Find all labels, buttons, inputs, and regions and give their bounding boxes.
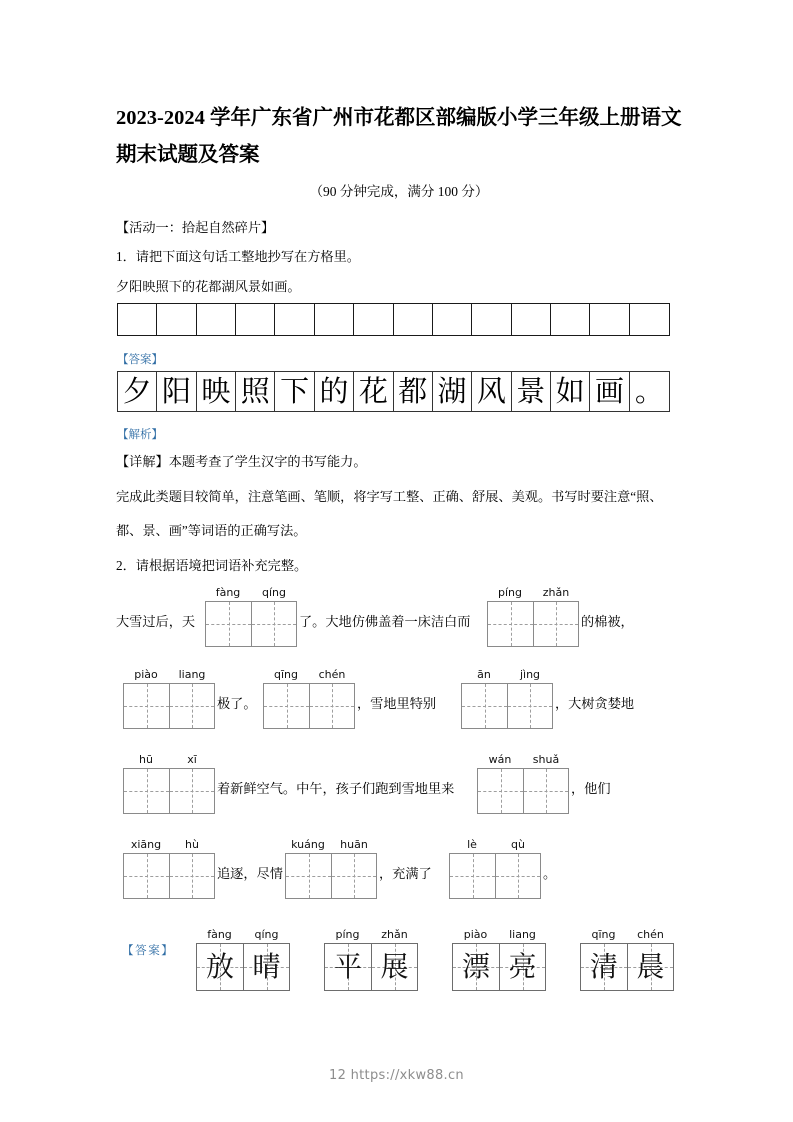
q2-row1-tail: 的棉被， <box>581 614 634 629</box>
answer-grid-cell: 。 <box>634 374 664 408</box>
tzg-cell[interactable] <box>263 683 309 729</box>
answer-char: 晴 <box>252 950 281 983</box>
answer-grid-cell: 阳 <box>157 372 196 411</box>
copy-grid-cell[interactable] <box>512 304 551 335</box>
pinyin-qing: qíng <box>262 586 286 599</box>
q2-row4-mid2: ，充满了 <box>379 866 432 881</box>
copy-grid-cell[interactable] <box>315 304 354 335</box>
copy-grid[interactable] <box>117 303 670 336</box>
question-2-prompt: 2．请根据语境把词语补充完整。 <box>116 558 308 573</box>
answer-grid-cell: 如 <box>551 372 590 411</box>
q2-row3-tail: ，他们 <box>571 781 611 796</box>
tzg-cell[interactable] <box>495 853 541 899</box>
q2-row2-mid2: ，雪地里特别 <box>357 696 437 711</box>
pinyin-jing: jìng <box>519 668 541 681</box>
pinyin-ping: píng <box>498 586 522 599</box>
pinyin-xi: xī <box>187 753 197 766</box>
tzg-cell[interactable] <box>285 853 331 899</box>
answer-grid-cell: 画 <box>590 372 629 411</box>
answer-char: 展 <box>380 950 409 983</box>
answer-char: 漂 <box>461 950 490 983</box>
q2-row2-tail: ，大树贪婪地 <box>555 696 635 711</box>
pinyin-an: ān <box>477 668 491 681</box>
pinyin-fang: fàng <box>215 586 241 599</box>
tzg-cell[interactable] <box>123 683 169 729</box>
tzg-cell[interactable] <box>205 601 251 647</box>
blank-box-kuanghuan[interactable] <box>285 853 377 899</box>
answer-char-cell <box>452 943 499 991</box>
pinyin-zhan: zhǎn <box>542 586 570 599</box>
answer-grid-cell: 风 <box>472 372 511 411</box>
question-1-sentence: 夕阳映照下的花都湖风景如画。 <box>116 279 301 294</box>
tzg-cell[interactable] <box>123 853 169 899</box>
answer-char: 放 <box>205 950 234 983</box>
answer-char-cell <box>627 943 674 991</box>
answer-grid-cell: 映 <box>197 372 236 411</box>
answer-char-cell <box>196 943 243 991</box>
copy-grid-cell[interactable] <box>118 304 157 335</box>
pinyin-huan: huān <box>340 838 368 851</box>
tzg-cell[interactable] <box>169 853 215 899</box>
answer-pinyin: liang <box>509 928 536 941</box>
answer-char: 晨 <box>636 950 665 983</box>
answer-char-cell <box>243 943 290 991</box>
answer-grid-cell: 的 <box>315 372 354 411</box>
q2-row1-lead: 大雪过后，天 <box>116 614 196 629</box>
blank-box-wanshua[interactable] <box>477 768 569 814</box>
copy-grid-cell[interactable] <box>354 304 393 335</box>
tzg-cell[interactable] <box>169 768 215 814</box>
tzg-cell[interactable] <box>507 683 553 729</box>
copy-grid-cell[interactable] <box>551 304 590 335</box>
detail-line-3: 都、景、画”等词语的正确写法。 <box>116 523 307 538</box>
answer-label-q1: 【答案】 <box>117 354 163 366</box>
pinyin-kuang: kuáng <box>291 838 325 851</box>
copy-grid-cell[interactable] <box>236 304 275 335</box>
answer-pinyin: fàng <box>207 928 232 941</box>
answer-char-cell <box>580 943 627 991</box>
copy-grid-cell[interactable] <box>197 304 236 335</box>
answer-pinyin: piào <box>463 928 488 941</box>
answer-grid-cell: 湖 <box>433 372 472 411</box>
answer-grid-cell: 照 <box>236 372 275 411</box>
answer-pinyin: qíng <box>254 928 279 941</box>
q2-row1-mid: 了。大地仿佛盖着一床洁白而 <box>299 614 471 629</box>
copy-grid-cell[interactable] <box>433 304 472 335</box>
answer-char: 亮 <box>508 950 537 983</box>
blank-box-lequ[interactable] <box>449 853 541 899</box>
answer-box-清晨 <box>580 943 674 991</box>
answer-char: 清 <box>589 950 618 983</box>
answer-char: 平 <box>333 950 362 983</box>
blank-box-xianghu[interactable] <box>123 853 215 899</box>
copy-grid-cell[interactable] <box>394 304 433 335</box>
tzg-cell[interactable] <box>523 768 569 814</box>
q2-row2-mid1: 极了。 <box>217 696 257 711</box>
pinyin-qing2: qīng <box>274 668 298 681</box>
answer-char-cell <box>324 943 371 991</box>
pinyin-le: lè <box>467 838 477 851</box>
detail-line-2: 完成此类题目较简单，注意笔画、笔顺，将字写工整、正确、舒展、美观。书写时要注意“照、 <box>116 489 663 504</box>
tzg-cell[interactable] <box>123 768 169 814</box>
tzg-cell[interactable] <box>461 683 507 729</box>
copy-grid-cell[interactable] <box>630 304 669 335</box>
answer-pinyin: píng <box>335 928 360 941</box>
tzg-cell[interactable] <box>309 683 355 729</box>
answer-grid-cell: 下 <box>275 372 314 411</box>
answer-char-cell <box>371 943 418 991</box>
tzg-cell[interactable] <box>251 601 297 647</box>
tzg-cell[interactable] <box>487 601 533 647</box>
answer-grid-q1 <box>117 371 670 412</box>
answer-label-q2: 【答案】 <box>122 945 175 957</box>
blank-box-fangqing[interactable] <box>205 601 297 647</box>
answer-char-cell <box>499 943 546 991</box>
pinyin-liang: liang <box>178 668 206 681</box>
pinyin-qu: qù <box>511 838 525 851</box>
answer-box-漂亮 <box>452 943 546 991</box>
analysis-label-q1: 【解析】 <box>117 429 163 441</box>
tzg-cell[interactable] <box>169 683 215 729</box>
activity-heading: 【活动一：拾起自然碎片】 <box>116 220 275 235</box>
answer-pinyin: chén <box>637 928 664 941</box>
q2-row4-mid1: 追逐，尽情 <box>217 866 283 881</box>
pinyin-wan: wán <box>488 753 512 766</box>
copy-grid-cell[interactable] <box>472 304 511 335</box>
blank-box-anjing[interactable] <box>461 683 553 729</box>
answer-grid-cell: 花 <box>354 372 393 411</box>
copy-grid-cell[interactable] <box>157 304 196 335</box>
detail-line-1: 【详解】本题考查了学生汉字的书写能力。 <box>116 454 367 469</box>
page-title: 2023-2024 学年广东省广州市花都区部编版小学三年级上册语文期末试题及答案 <box>116 107 682 166</box>
answer-pinyin: qīng <box>591 928 616 941</box>
copy-grid-cell[interactable] <box>275 304 314 335</box>
pinyin-chen: chén <box>318 668 346 681</box>
answer-grid-cell: 都 <box>394 372 433 411</box>
blank-box-pingzhan[interactable] <box>487 601 579 647</box>
copy-grid-cell[interactable] <box>590 304 629 335</box>
tzg-cell[interactable] <box>331 853 377 899</box>
exam-subtitle: （90 分钟完成，满分 100 分） <box>309 184 489 199</box>
blank-box-huxi[interactable] <box>123 768 215 814</box>
answer-box-放晴 <box>196 943 290 991</box>
question-1-prompt: 1．请把下面这句话工整地抄写在方格里。 <box>116 249 360 264</box>
answer-grid-cell: 景 <box>512 372 551 411</box>
answer-box-平展 <box>324 943 418 991</box>
q2-row3-mid1: 着新鲜空气。中午，孩子们跑到雪地里来 <box>217 781 455 796</box>
answer-pinyin: zhǎn <box>381 928 408 941</box>
pinyin-xiang: xiāng <box>130 838 162 851</box>
pinyin-hu2: hù <box>185 838 199 851</box>
pinyin-shua: shuǎ <box>532 753 560 766</box>
tzg-cell[interactable] <box>477 768 523 814</box>
page-footer: 12 https://xkw88.cn <box>329 1068 464 1083</box>
q2-row4-tail: 。 <box>543 866 557 881</box>
pinyin-hu: hū <box>139 753 153 766</box>
pinyin-piao: piào <box>134 668 158 681</box>
answer-grid-cell: 夕 <box>118 372 157 411</box>
tzg-cell[interactable] <box>449 853 495 899</box>
blank-box-qingchen[interactable] <box>263 683 355 729</box>
tzg-cell[interactable] <box>533 601 579 647</box>
blank-box-piaoliang[interactable] <box>123 683 215 729</box>
